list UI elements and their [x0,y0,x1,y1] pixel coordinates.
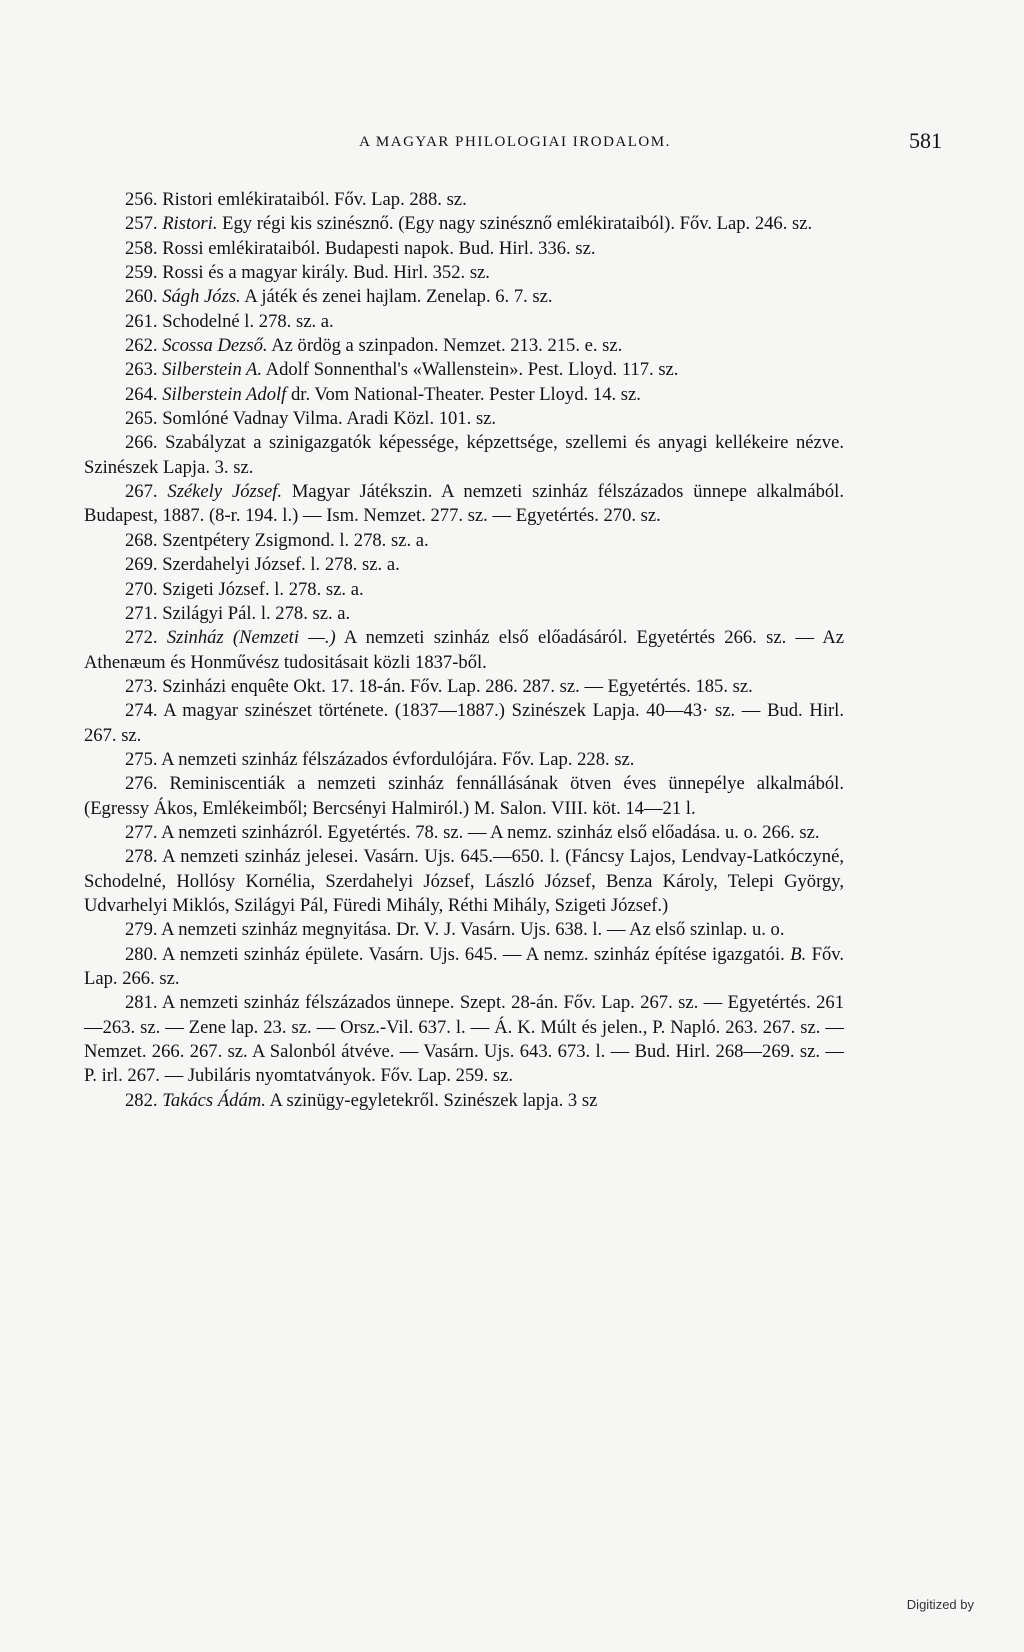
entry-text: A nemzeti szinházról. Egyetértés. 78. sz. — A nemz. szinház első előadása. u. o. 266. sz. [161,821,820,843]
bibliography-entry [84,991,844,1088]
entry-number: 267. [125,481,158,503]
bibliography-entry [84,188,844,212]
bibliography-entry [84,918,844,942]
entry-text: Schodelné l. 278. sz. a. [162,310,334,332]
entry-text: A nemzeti szinház megnyitása. Dr. V. J. Vasárn. Ujs. 638. l. — Az első szinlap. u. o. [161,919,785,941]
bibliography-entry [84,383,844,407]
bibliography-entry [84,212,844,236]
entry-number: 278. [125,846,158,868]
entry-text: Rossi és a magyar király. Bud. Hirl. 352. sz. [162,262,490,284]
entry-text: Ristori emlékirataiból. Főv. Lap. 288. sz. [162,189,467,210]
entry-number: 256. [125,189,158,210]
bibliography-entry [84,675,844,699]
entry-author-italic: Ristori. [162,213,218,235]
entry-author-italic: Takács Ádám. [162,1089,266,1111]
bibliography-entry [84,529,844,553]
entry-text: Magyar Játékszin. A nemzeti szinház félszázados ünnepe alkalmából. Budapest, 1887. (8-r. 194. l.) — Ism. Nemzet. 277. sz. — Egyetértés. 270. sz. [84,481,844,527]
entry-text: Egy régi kis szinésznő. (Egy nagy szinésznő emlékirataiból). Főv. Lap. 246. sz. [217,213,813,235]
entry-author-italic: Silberstein A. [162,359,263,381]
digitized-by-watermark: Digitized by [906,1597,974,1612]
bibliography-entry [84,407,844,431]
entry-number: 262. [125,335,158,357]
entry-number: 270. [125,578,158,600]
entry-number: 261. [125,310,158,332]
entry-number: 282. [125,1089,158,1111]
entry-number: 279. [125,919,158,941]
bibliography-entry [84,358,844,382]
entry-text: Főv. Lap. 266. sz. [84,943,844,989]
bibliography-entry [84,1089,844,1113]
entry-author-italic: Ságh Józs. [162,286,241,308]
entry-text: Rossi emlékirataiból. Budapesti napok. Bud. Hirl. 336. sz. [162,237,596,259]
entry-text: A nemzeti szinház első előadásáról. Egyetértés 266. sz. — Az Athenæum és Honművész tudositásait közli 1837-ből. [84,627,845,673]
page-number: 581 [909,128,942,153]
entry-author-italic: B. [790,943,807,965]
entry-number: 271. [125,602,158,624]
entry-text: A játék és zenei hajlam. Zenelap. 6. 7. sz. [240,286,553,308]
entry-text: A nemzeti szinház félszázados ünnepe. Szept. 28-án. Főv. Lap. 267. sz. — Egyetértés. 261—263. sz. — Zene lap. 23. sz. — Orsz.-Vil. 637. l. — Á. K. Múlt és jelen., P. Napló. 263. 267. sz. — Nemzet. 266. 267. sz. A Salonból átvéve. — Vasárn. Ujs. 643. 673. l. — Bud. Hirl. 268—269. sz. — P. irl. 267. — Jubiláris nyomtatványok. Főv. Lap. 259. sz. [84,992,844,1087]
entry-number: 264. [125,383,158,405]
bibliography-entry [84,310,844,334]
bibliography-entry [84,578,844,602]
entry-text: dr. Vom National-Theater. Pester Lloyd. 14. sz. [286,383,641,405]
entry-number: 257. [125,213,158,235]
entry-text: Szinházi enquête Okt. 17. 18-án. Főv. Lap. 286. 287. sz. — Egyetértés. 185. sz. [162,675,753,697]
entry-author-italic: Székely József. [167,481,283,503]
entry-text: A nemzeti szinház épülete. Vasárn. Ujs. 645. — A nemz. szinház építése igazgatói. [161,943,791,965]
bibliography-entry [84,334,844,358]
entry-number: 266. [125,432,158,454]
entry-text: Reminiscentiák a nemzeti szinház fennállásának ötven éves ünnepélye alkalmából. (Egressy Ákos, Emlékeimből; Bercsényi Halmiról.) M. Salon. VIII. köt. 14—21 l. [84,773,844,819]
bibliography-entry [84,821,844,845]
entry-text: Szerdahelyi József. l. 278. sz. a. [162,554,400,576]
entry-text: A nemzeti szinház félszázados évfordulójára. Főv. Lap. 228. sz. [161,748,635,770]
entry-text: Szilágyi Pál. l. 278. sz. a. [162,602,351,624]
bibliography-entry [84,626,844,675]
running-header [88,128,942,158]
entry-number: 263. [125,359,158,381]
bibliography-entry [84,261,844,285]
bibliography-entry [84,431,844,480]
entry-number: 260. [125,286,158,308]
bibliography-entry [84,237,844,261]
bibliography-entry [84,943,844,992]
entry-number: 265. [125,408,158,430]
entry-text: Adolf Sonnenthal's «Wallenstein». Pest. Lloyd. 117. sz. [262,359,679,381]
bibliography-entry [84,699,844,748]
entry-number: 276. [125,773,158,795]
bibliography-entry [84,845,844,918]
entry-text: A nemzeti szinház jelesei. Vasárn. Ujs. 645.—650. l. (Fáncsy Lajos, Lendvay-Latkóczyné, Schodelné, Hollósy Kornélia, Szerdahelyi József, László József, Benza Károly, Telepi György, Udvarhelyi Miklós, Szilágyi Pál, Füredi Mihály, Réthi Mihály, Szigeti József.) [84,846,845,916]
entry-text: Az ördög a szinpadon. Nemzet. 213. 215. e. sz. [267,335,623,357]
bibliography-entry [84,748,844,772]
entry-number: 281. [125,992,158,1014]
running-title: A MAGYAR PHILOLOGIAI IRODALOM. [359,134,671,150]
entry-number: 277. [125,821,158,843]
entry-text: Szigeti József. l. 278. sz. a. [162,578,364,600]
entry-number: 280. [125,943,158,965]
entry-text: Szentpétery Zsigmond. l. 278. sz. a. [162,529,429,551]
entry-number: 273. [125,675,158,697]
bibliography-entry [84,285,844,309]
entry-number: 259. [125,262,158,284]
entry-author-italic: Silberstein Adolf [162,383,287,405]
entry-number: 274. [125,700,158,722]
entry-number: 275. [125,748,158,770]
bibliography-entry [84,772,844,821]
bibliography-entry [84,480,844,529]
entry-text: A szinügy-egyletekről. Szinészek lapja. 3 sz [265,1089,598,1111]
entry-text: Somlóné Vadnay Vilma. Aradi Közl. 101. sz. [162,408,497,430]
entry-number: 258. [125,237,158,259]
entry-author-italic: Szinház (Nemzeti —.) [166,627,336,649]
entry-number: 269. [125,554,158,576]
bibliography-list [84,188,844,1113]
entry-number: 272. [125,627,158,649]
entry-number: 268. [125,529,158,551]
bibliography-entry [84,602,844,626]
bibliography-entry [84,553,844,577]
entry-text: Szabályzat a szinigazgatók képessége, képzettsége, szellemi és anyagi kellékeire nézve. Szinészek Lapja. 3. sz. [84,432,844,478]
entry-author-italic: Scossa Dezső. [162,335,268,357]
entry-text: A magyar szinészet története. (1837—1887.) Szinészek Lapja. 40—43· sz. — Bud. Hirl. 267. sz. [84,700,844,746]
